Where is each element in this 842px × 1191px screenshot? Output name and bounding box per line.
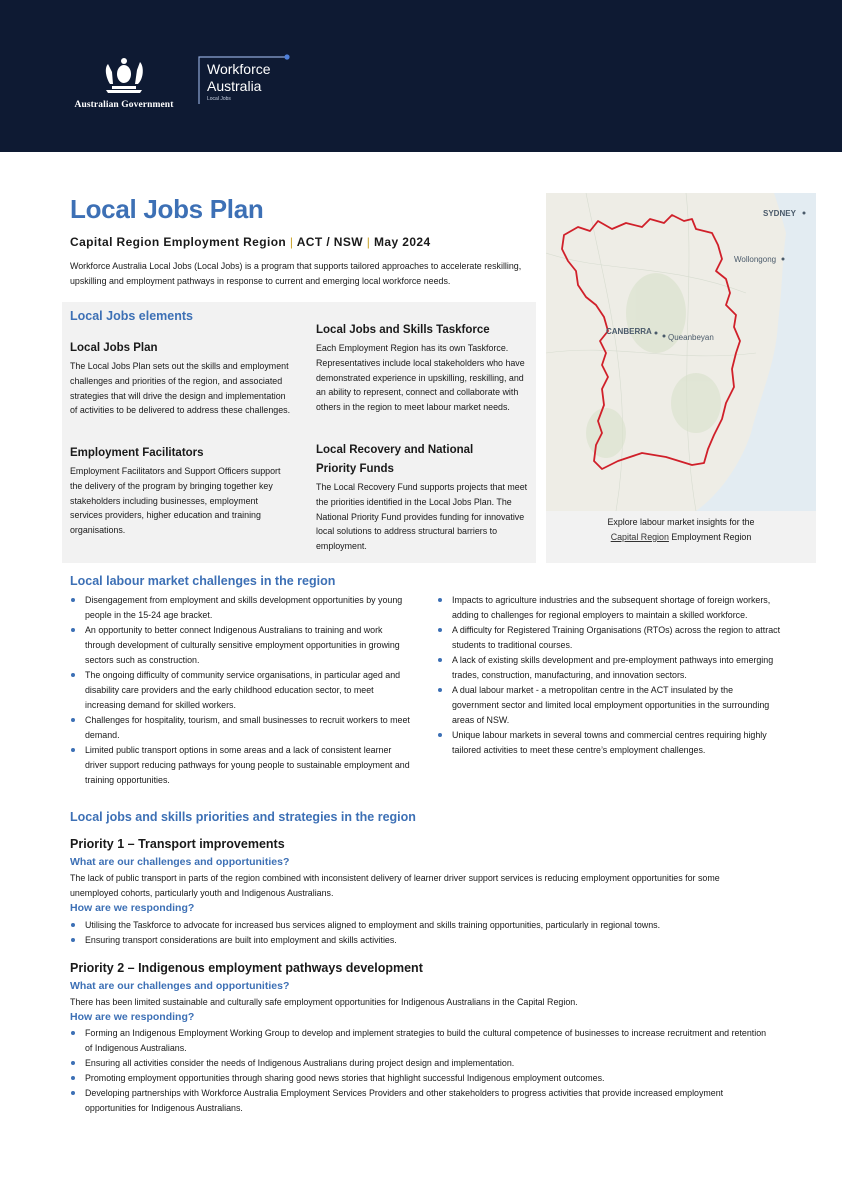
bullet-icon xyxy=(71,673,75,677)
gov-name-text: Australian Government xyxy=(74,100,174,110)
priorities-heading: Local jobs and skills priorities and strategies in the region xyxy=(70,810,416,824)
challenges-list-left xyxy=(70,593,415,788)
bullet-icon xyxy=(438,688,442,692)
bullet-icon xyxy=(438,598,442,602)
page-title: Local Jobs Plan xyxy=(70,194,264,224)
bullet-text: A difficulty for Registered Training Organisations (RTOs) across the region to attract students to traditional courses. xyxy=(452,625,781,650)
priority-1-challenge-text: The lack of public transport in parts of the region combined with inconsistent delivery of learner driver support services is reducing employment opportunities for some unemployed cohorts, particularly youth and Indigenous Australians. xyxy=(70,873,720,898)
bullet-icon xyxy=(71,598,75,602)
coat-of-arms-icon xyxy=(98,54,150,94)
challenges-list-right xyxy=(437,593,782,758)
intro-paragraph: Workforce Australia Local Jobs (Local Jobs) is a program that supports tailored approaches to accelerate reskilling, upskilling and employment pathways in response to current and emerging local workforce needs. xyxy=(70,261,522,286)
map-label-wollongong: Wollongong xyxy=(734,255,777,264)
bullet-item xyxy=(437,623,782,653)
bullet-item xyxy=(70,668,415,713)
bullet-icon xyxy=(71,1091,75,1095)
bullet-text: Impacts to agriculture industries and the subsequent shortage of foreign workers, adding to challenges for regional employers to maintain a skilled workforce. xyxy=(452,595,771,620)
bullet-text: Challenges for hospitality, tourism, and small businesses to recruit workers to meet demand. xyxy=(85,715,410,740)
bullet-item xyxy=(70,593,415,623)
bullet-text: Ensuring all activities consider the needs of Indigenous Australians during project design and implementation. xyxy=(85,1058,515,1068)
priority-1-title: Priority 1 – Transport improvements xyxy=(70,837,285,851)
subtitle-state: ACT / NSW xyxy=(296,235,363,249)
priority-2-responses xyxy=(70,1026,770,1116)
bullet-icon xyxy=(71,938,75,942)
header-banner xyxy=(0,0,842,152)
bullet-icon xyxy=(71,748,75,752)
bullet-text: Limited public transport options in some areas and a lack of consistent learner driver support reducing pathways for young people to sustainable employment and training opportunities. xyxy=(85,745,410,785)
bullet-item xyxy=(70,933,770,948)
bullet-item xyxy=(70,713,415,743)
map-label-queanbeyan: Queanbeyan xyxy=(668,333,714,342)
bullet-text: Unique labour markets in several towns and commercial centres requiring highly tailored activities to meet these centre’s employment challenges. xyxy=(452,730,767,755)
bullet-item xyxy=(70,1086,770,1116)
taskforce-title: Local Jobs and Skills Taskforce xyxy=(316,324,490,336)
bullet-item xyxy=(437,653,782,683)
bullet-text: Ensuring transport considerations are built into employment and skills activities. xyxy=(85,935,397,945)
workforce-australia-logo xyxy=(196,54,296,106)
brand-sub: Local Jobs xyxy=(207,96,231,102)
subtitle-separator-2: | xyxy=(366,235,371,249)
bullet-icon xyxy=(71,1076,75,1080)
subtitle-date: May 2024 xyxy=(373,235,431,249)
bullet-icon xyxy=(438,628,442,632)
priority-1-responses xyxy=(70,918,770,948)
funds-text: The Local Recovery Fund supports projects that meet the priorities identified in the Local Jobs Plan. The National Priority Fund provides funding for innovative local solutions to address structural barriers to employment. xyxy=(316,482,528,552)
subtitle-region: Capital Region Employment Region xyxy=(70,235,287,249)
priority-2-challenge-text: There has been limited sustainable and culturally safe employment opportunities for Indigenous Australians in the Capital Region. xyxy=(70,997,578,1007)
map-label-sydney: SYDNEY xyxy=(763,209,796,218)
map-label-canberra: CANBERRA xyxy=(606,327,652,336)
bullet-icon xyxy=(71,923,75,927)
bullet-item xyxy=(70,1026,770,1056)
capital-region-link[interactable]: Capital Region xyxy=(610,532,669,542)
elements-heading: Local Jobs elements xyxy=(70,309,193,323)
bullet-icon xyxy=(71,1031,75,1035)
challenges-heading: Local labour market challenges in the region xyxy=(70,574,336,588)
priority-1-challenges-question: What are our challenges and opportunities? xyxy=(70,856,290,868)
bullet-text: A lack of existing skills development and pre-employment pathways into emerging trades, construction, manufacturing, and innovation sectors. xyxy=(452,655,774,680)
bullet-item xyxy=(437,683,782,728)
page-subtitle xyxy=(70,235,431,249)
brand-line-1: Workforce xyxy=(207,61,271,77)
bullet-icon xyxy=(71,718,75,722)
bullet-icon xyxy=(71,628,75,632)
region-map-panel xyxy=(546,193,816,563)
plan-title: Local Jobs Plan xyxy=(70,342,158,354)
bullet-text: Developing partnerships with Workforce Australia Employment Services Providers and other stakeholders to progress activities that provide increased employment opportunities for Indigenous Australians. xyxy=(85,1088,724,1113)
taskforce-text: Each Employment Region has its own Taskforce. Representatives include local stakeholders who have demonstrated experience in upskilling, reskilling, and an ability to represent, connect and collaborate with others in the region to meet labour market needs. xyxy=(316,343,525,413)
bullet-item xyxy=(70,623,415,668)
bullet-text: Utilising the Taskforce to advocate for increased bus services aligned to employment and skills training opportunities, particularly in regional towns. xyxy=(85,920,661,930)
priority-2-challenges-question: What are our challenges and opportunities? xyxy=(70,980,290,992)
bullet-text: A dual labour market - a metropolitan centre in the ACT insulated by the government sector and limited local employment opportunities in the surrounding areas of NSW. xyxy=(452,685,770,725)
bullet-item xyxy=(437,728,782,758)
bullet-item xyxy=(70,743,415,788)
map-caption-rest: Employment Region xyxy=(668,532,752,542)
map-caption-line1: Explore labour market insights for the xyxy=(607,517,755,527)
funds-title: Local Recovery and National Priority Funds xyxy=(316,444,474,475)
bullet-icon xyxy=(71,1061,75,1065)
plan-text: The Local Jobs Plan sets out the skills and employment challenges and priorities of the region, and associated strategies that will drive the design and implementation of activities to be delivered to address these challenges. xyxy=(70,361,291,416)
bullet-icon xyxy=(438,658,442,662)
bullet-text: Promoting employment opportunities through sharing good news stories that highlight successful Indigenous employment outcomes. xyxy=(85,1073,605,1083)
priority-2-responding-question: How are we responding? xyxy=(70,1011,195,1023)
bullet-item xyxy=(70,1056,770,1071)
brand-line-2: Australia xyxy=(207,78,262,94)
local-jobs-elements-panel xyxy=(62,302,536,563)
bullet-icon xyxy=(438,733,442,737)
bullet-item xyxy=(70,1071,770,1086)
bullet-item xyxy=(437,593,782,623)
bullet-text: The ongoing difficulty of community service organisations, in particular aged and disability care providers and the early childhood education sector, to meet increasing demand for skilled workers. xyxy=(85,670,401,710)
bullet-text: Disengagement from employment and skills development opportunities by young people in the 15-24 age bracket. xyxy=(85,595,403,620)
bullet-text: An opportunity to better connect Indigenous Australians to training and work through development of culturally sensitive employment opportunities in growing sectors such as construction. xyxy=(85,625,400,665)
facilitators-title: Employment Facilitators xyxy=(70,447,204,459)
bullet-item xyxy=(70,918,770,933)
priority-2-title: Priority 2 – Indigenous employment pathways development xyxy=(70,961,423,975)
region-map xyxy=(546,193,816,511)
bullet-text: Forming an Indigenous Employment Working Group to develop and implement strategies to build the cultural competence of businesses to increase recruitment and retention of Indigenous Australians. xyxy=(85,1028,767,1053)
priority-1-responding-question: How are we responding? xyxy=(70,902,195,914)
subtitle-separator-1: | xyxy=(289,235,294,249)
facilitators-text: Employment Facilitators and Support Officers support the delivery of the program by bringing together key stakeholders including businesses, employment services providers, higher education and training organisations. xyxy=(70,466,281,536)
australian-government-logo xyxy=(68,54,180,110)
map-caption xyxy=(546,515,816,545)
